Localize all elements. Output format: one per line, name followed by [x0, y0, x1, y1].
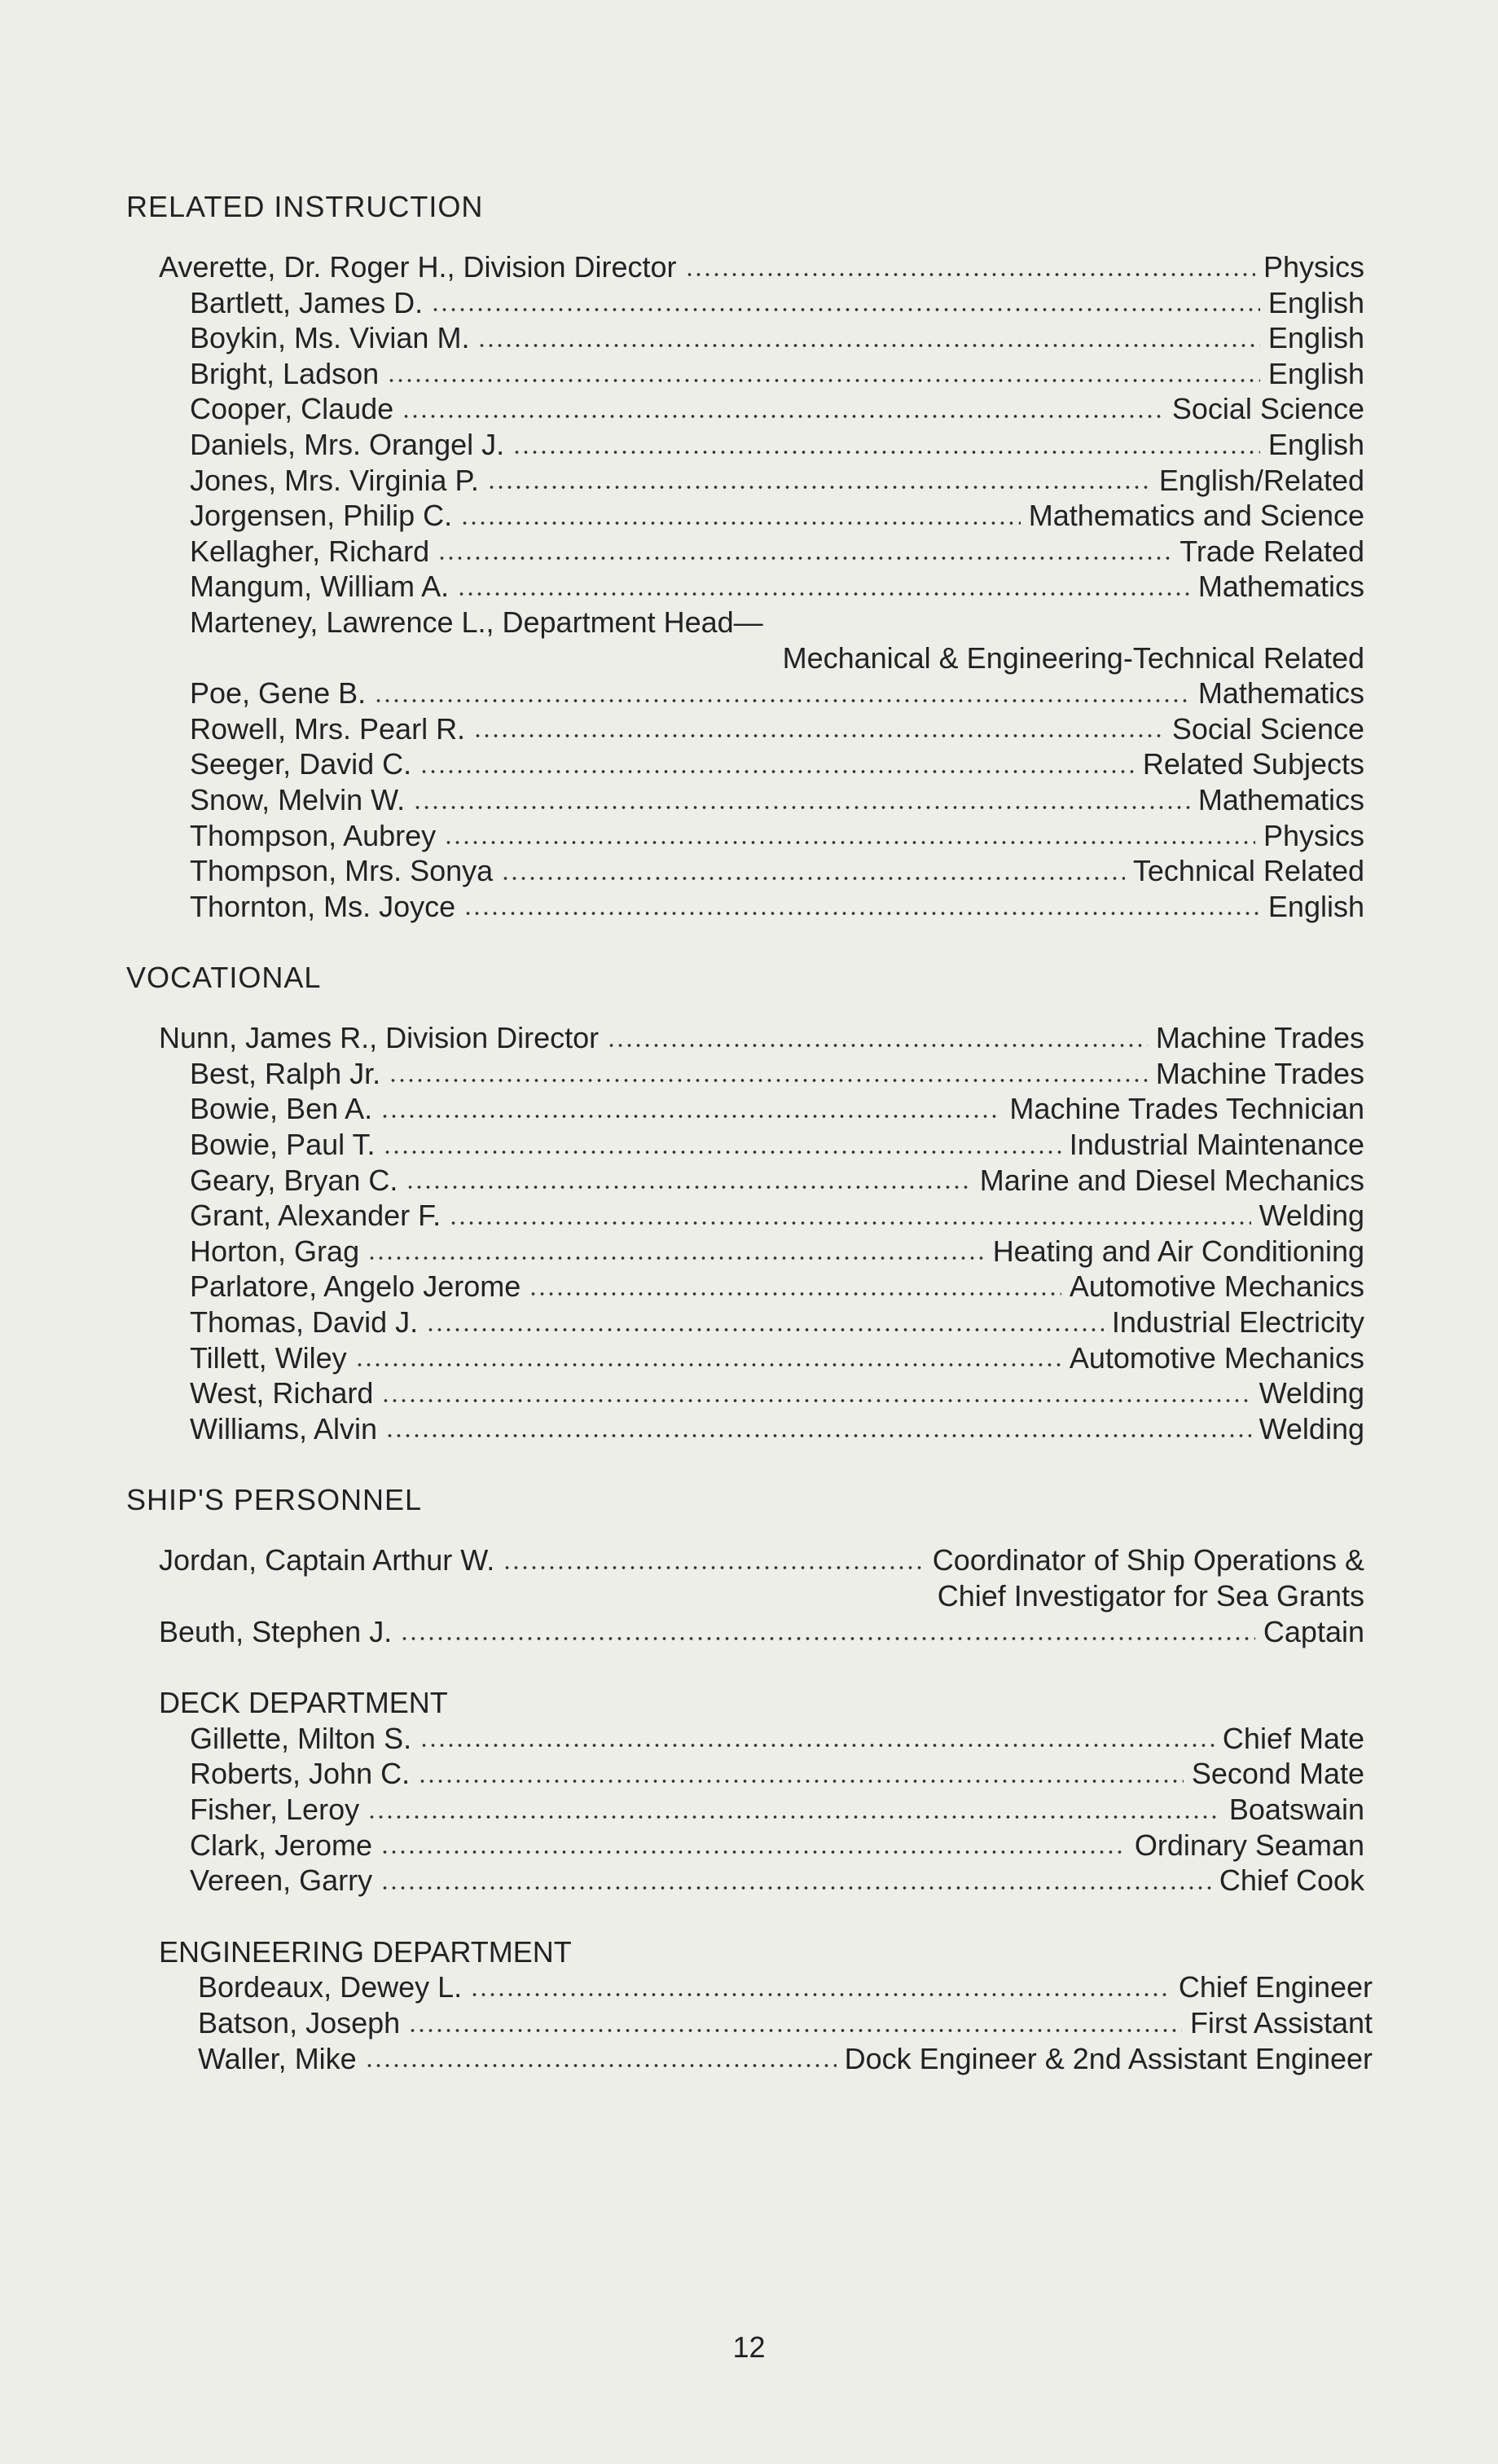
faculty-entry [126, 1091, 1364, 1127]
entry-name: Vereen, Garry [190, 1863, 373, 1898]
entry-name: Thompson, Aubrey [190, 818, 437, 852]
entry-name: Parlatore, Angelo Jerome [190, 1269, 521, 1304]
subsection-title-deck-department: DECK DEPARTMENT [159, 1686, 448, 1720]
faculty-entry [126, 853, 1364, 889]
entry-name: Waller, Mike [198, 2041, 357, 2075]
page-number: 12 [732, 2330, 766, 2364]
entry-name: Bright, Ladson [190, 356, 380, 390]
entry-name: Nunn, James R., Division Director [159, 1021, 600, 1055]
section-title-related-instruction: RELATED INSTRUCTION [126, 190, 484, 223]
dot-leader [413, 781, 1190, 811]
entry-role: Welding [1259, 1376, 1364, 1410]
entry-name: Thornton, Ms. Joyce [190, 889, 456, 923]
dot-leader [367, 1791, 1221, 1820]
entry-role: Physics [1263, 818, 1364, 852]
dot-leader [473, 710, 1164, 739]
faculty-entry [126, 818, 1364, 854]
entry-name: Jordan, Captain Arthur W. [159, 1543, 495, 1577]
entry-role: Coordinator of Ship Operations & [932, 1543, 1364, 1577]
entry-name: Boykin, Ms. Vivian M. [190, 321, 470, 355]
director-entry [126, 249, 1364, 285]
faculty-entry [126, 675, 1364, 711]
faculty-entry [126, 1269, 1364, 1305]
entry-role: Machine Trades Technician [1009, 1092, 1364, 1126]
entry-name: Roberts, John C. [190, 1757, 411, 1791]
entry-role: Marine and Diesel Mechanics [979, 1163, 1364, 1197]
dot-leader [607, 1019, 1148, 1049]
entry-name: Bowie, Ben A. [190, 1092, 373, 1126]
dot-leader [420, 746, 1135, 775]
entry-name: Bowie, Paul T. [190, 1128, 376, 1162]
faculty-entry [126, 427, 1364, 463]
entry-name: Bordeaux, Dewey L. [198, 1970, 463, 2004]
department-head-entry [126, 605, 1364, 640]
entry-role: Technical Related [1132, 854, 1364, 888]
entry-name: Seeger, David C. [190, 747, 412, 781]
entry-name: Best, Ralph Jr. [190, 1056, 381, 1090]
entry-name: Thompson, Mrs. Sonya [190, 854, 494, 888]
entry-name: Thomas, David J. [190, 1305, 419, 1340]
crew-entry [126, 1969, 1373, 2005]
dot-leader [367, 1232, 985, 1261]
dot-leader [365, 2039, 837, 2069]
dot-leader [418, 1755, 1184, 1784]
dot-leader [380, 1862, 1211, 1891]
entry-role: Welding [1259, 1199, 1364, 1233]
faculty-entry [126, 1234, 1364, 1269]
entry-role: Automotive Mechanics [1069, 1269, 1364, 1304]
entry-role: Mathematics [1197, 676, 1364, 711]
entry-name: Mangum, William A. [190, 570, 450, 604]
faculty-entry [126, 889, 1364, 925]
entry-role: Chief Mate [1222, 1721, 1364, 1755]
entry-role: English [1267, 285, 1364, 319]
entry-name: Marteney, Lawrence L., Department Head— [190, 605, 763, 639]
entry-role: Social Science [1171, 711, 1364, 746]
faculty-entry [126, 1411, 1364, 1447]
coordinator-entry [126, 1542, 1364, 1578]
entry-role: English/Related [1158, 463, 1364, 497]
entry-role: Mathematics [1197, 570, 1364, 604]
crew-entry [126, 1828, 1364, 1863]
faculty-entry [126, 569, 1364, 605]
dot-leader [503, 1542, 924, 1571]
entry-role: Automotive Mechanics [1069, 1340, 1364, 1375]
faculty-entry [126, 1056, 1364, 1092]
entry-name: Cooper, Claude [190, 392, 394, 426]
entry-role-continued: Mechanical & Engineering-Technical Related [782, 640, 1364, 675]
dot-leader [460, 497, 1021, 526]
dot-leader [385, 1410, 1251, 1439]
entry-name: Jones, Mrs. Virginia P. [190, 463, 479, 497]
entry-name: Kellagher, Richard [190, 534, 430, 568]
entry-role: Mathematics and Science [1028, 499, 1364, 533]
entry-name: Bartlett, James D. [190, 285, 424, 319]
faculty-entry [126, 356, 1364, 392]
dot-leader [355, 1339, 1061, 1368]
dot-leader [374, 675, 1190, 704]
crew-entry [126, 1756, 1364, 1792]
faculty-entry [126, 285, 1364, 321]
faculty-entry [126, 746, 1364, 782]
entry-role: Ordinary Seaman [1134, 1828, 1364, 1862]
entry-role: Machine Trades [1155, 1021, 1364, 1055]
crew-entry [126, 1721, 1364, 1757]
faculty-entry [126, 1127, 1364, 1163]
dot-leader [387, 354, 1260, 384]
entry-role: Boatswain [1228, 1792, 1364, 1826]
entry-name: Grant, Alexander F. [190, 1199, 441, 1233]
faculty-entry [126, 391, 1364, 427]
dot-leader [463, 887, 1260, 917]
dot-leader [400, 1613, 1255, 1642]
dot-leader [512, 426, 1260, 455]
entry-name: Batson, Joseph [198, 2005, 401, 2039]
crew-entry [126, 1792, 1364, 1828]
entry-role: Captain [1263, 1614, 1364, 1648]
dot-leader [389, 1054, 1148, 1084]
dot-leader [380, 1090, 1001, 1120]
dot-leader [420, 1719, 1215, 1749]
dot-leader [426, 1304, 1104, 1333]
entry-name: Gillette, Milton S. [190, 1721, 412, 1755]
faculty-entry [126, 1305, 1364, 1340]
entry-role: Physics [1263, 250, 1364, 284]
entry-role: English [1267, 356, 1364, 390]
dot-leader [685, 249, 1255, 278]
faculty-entry [126, 782, 1364, 818]
dot-leader [383, 1126, 1061, 1155]
faculty-listing [126, 189, 1373, 2076]
director-entry [126, 1020, 1364, 1056]
entry-role: Second Mate [1191, 1757, 1364, 1791]
subsection-title-engineering-department: ENGINEERING DEPARTMENT [159, 1934, 572, 1969]
entry-role: English [1267, 427, 1364, 461]
entry-name: Clark, Jerome [190, 1828, 373, 1862]
faculty-entry [126, 534, 1364, 570]
faculty-entry [126, 711, 1364, 747]
entry-name: Beuth, Stephen J. [159, 1614, 393, 1648]
faculty-entry [126, 498, 1364, 534]
dot-leader [501, 852, 1125, 882]
entry-name: Poe, Gene B. [190, 676, 367, 711]
entry-name: Horton, Grag [190, 1234, 360, 1268]
entry-name: Tillett, Wiley [190, 1340, 347, 1375]
entry-role: Machine Trades [1155, 1056, 1364, 1090]
entry-role: English [1267, 889, 1364, 923]
section-title-vocational: VOCATIONAL [126, 961, 322, 995]
faculty-entry [126, 1375, 1364, 1411]
entry-name: Daniels, Mrs. Orangel J. [190, 427, 505, 461]
entry-role: Related Subjects [1142, 747, 1364, 781]
dot-leader [408, 2004, 1182, 2034]
dot-leader [487, 461, 1151, 491]
entry-name: Snow, Melvin W. [190, 782, 406, 816]
entry-role: Dock Engineer & 2nd Assistant Engineer [844, 2041, 1373, 2075]
entry-name: Geary, Bryan C. [190, 1163, 398, 1197]
dot-leader [457, 568, 1190, 597]
dot-leader [406, 1161, 971, 1190]
captain-entry [126, 1614, 1364, 1650]
dot-leader [449, 1197, 1250, 1226]
dot-leader [444, 816, 1255, 846]
dot-leader [381, 1375, 1250, 1404]
dot-leader [431, 284, 1260, 313]
faculty-entry [126, 1198, 1364, 1234]
entry-name: Fisher, Leroy [190, 1792, 360, 1826]
dot-leader [529, 1268, 1061, 1297]
crew-entry [126, 2041, 1373, 2077]
dot-leader [437, 532, 1171, 561]
dot-leader [380, 1826, 1127, 1855]
entry-role: Heating and Air Conditioning [992, 1234, 1364, 1268]
entry-name: Jorgensen, Philip C. [190, 499, 453, 533]
entry-role: Trade Related [1180, 534, 1364, 568]
entry-name: Averette, Dr. Roger H., Division Director [159, 250, 677, 284]
entry-role: Industrial Electricity [1111, 1305, 1364, 1340]
entry-role: Chief Cook [1219, 1863, 1364, 1898]
faculty-entry [126, 1340, 1364, 1376]
entry-name: Williams, Alvin [190, 1411, 378, 1445]
crew-entry [126, 1863, 1364, 1899]
entry-role: Welding [1259, 1411, 1364, 1445]
entry-role: Social Science [1171, 392, 1364, 426]
faculty-entry [126, 463, 1364, 499]
faculty-entry [126, 1163, 1364, 1199]
entry-role: Chief Engineer [1178, 1970, 1373, 2004]
dot-leader [477, 319, 1259, 349]
section-title-ships-personnel: SHIP'S PERSONNEL [126, 1483, 422, 1517]
dot-leader [470, 1969, 1171, 1998]
entry-role: First Assistant [1189, 2005, 1373, 2039]
crew-entry [126, 2005, 1373, 2041]
entry-role: English [1267, 321, 1364, 355]
entry-role: Mathematics [1197, 782, 1364, 816]
faculty-entry [126, 320, 1364, 356]
dot-leader [402, 390, 1164, 420]
entry-name: West, Richard [190, 1376, 374, 1410]
entry-role: Industrial Maintenance [1069, 1128, 1364, 1162]
entry-name: Rowell, Mrs. Pearl R. [190, 711, 466, 746]
entry-role-continued: Chief Investigator for Sea Grants [937, 1579, 1364, 1613]
